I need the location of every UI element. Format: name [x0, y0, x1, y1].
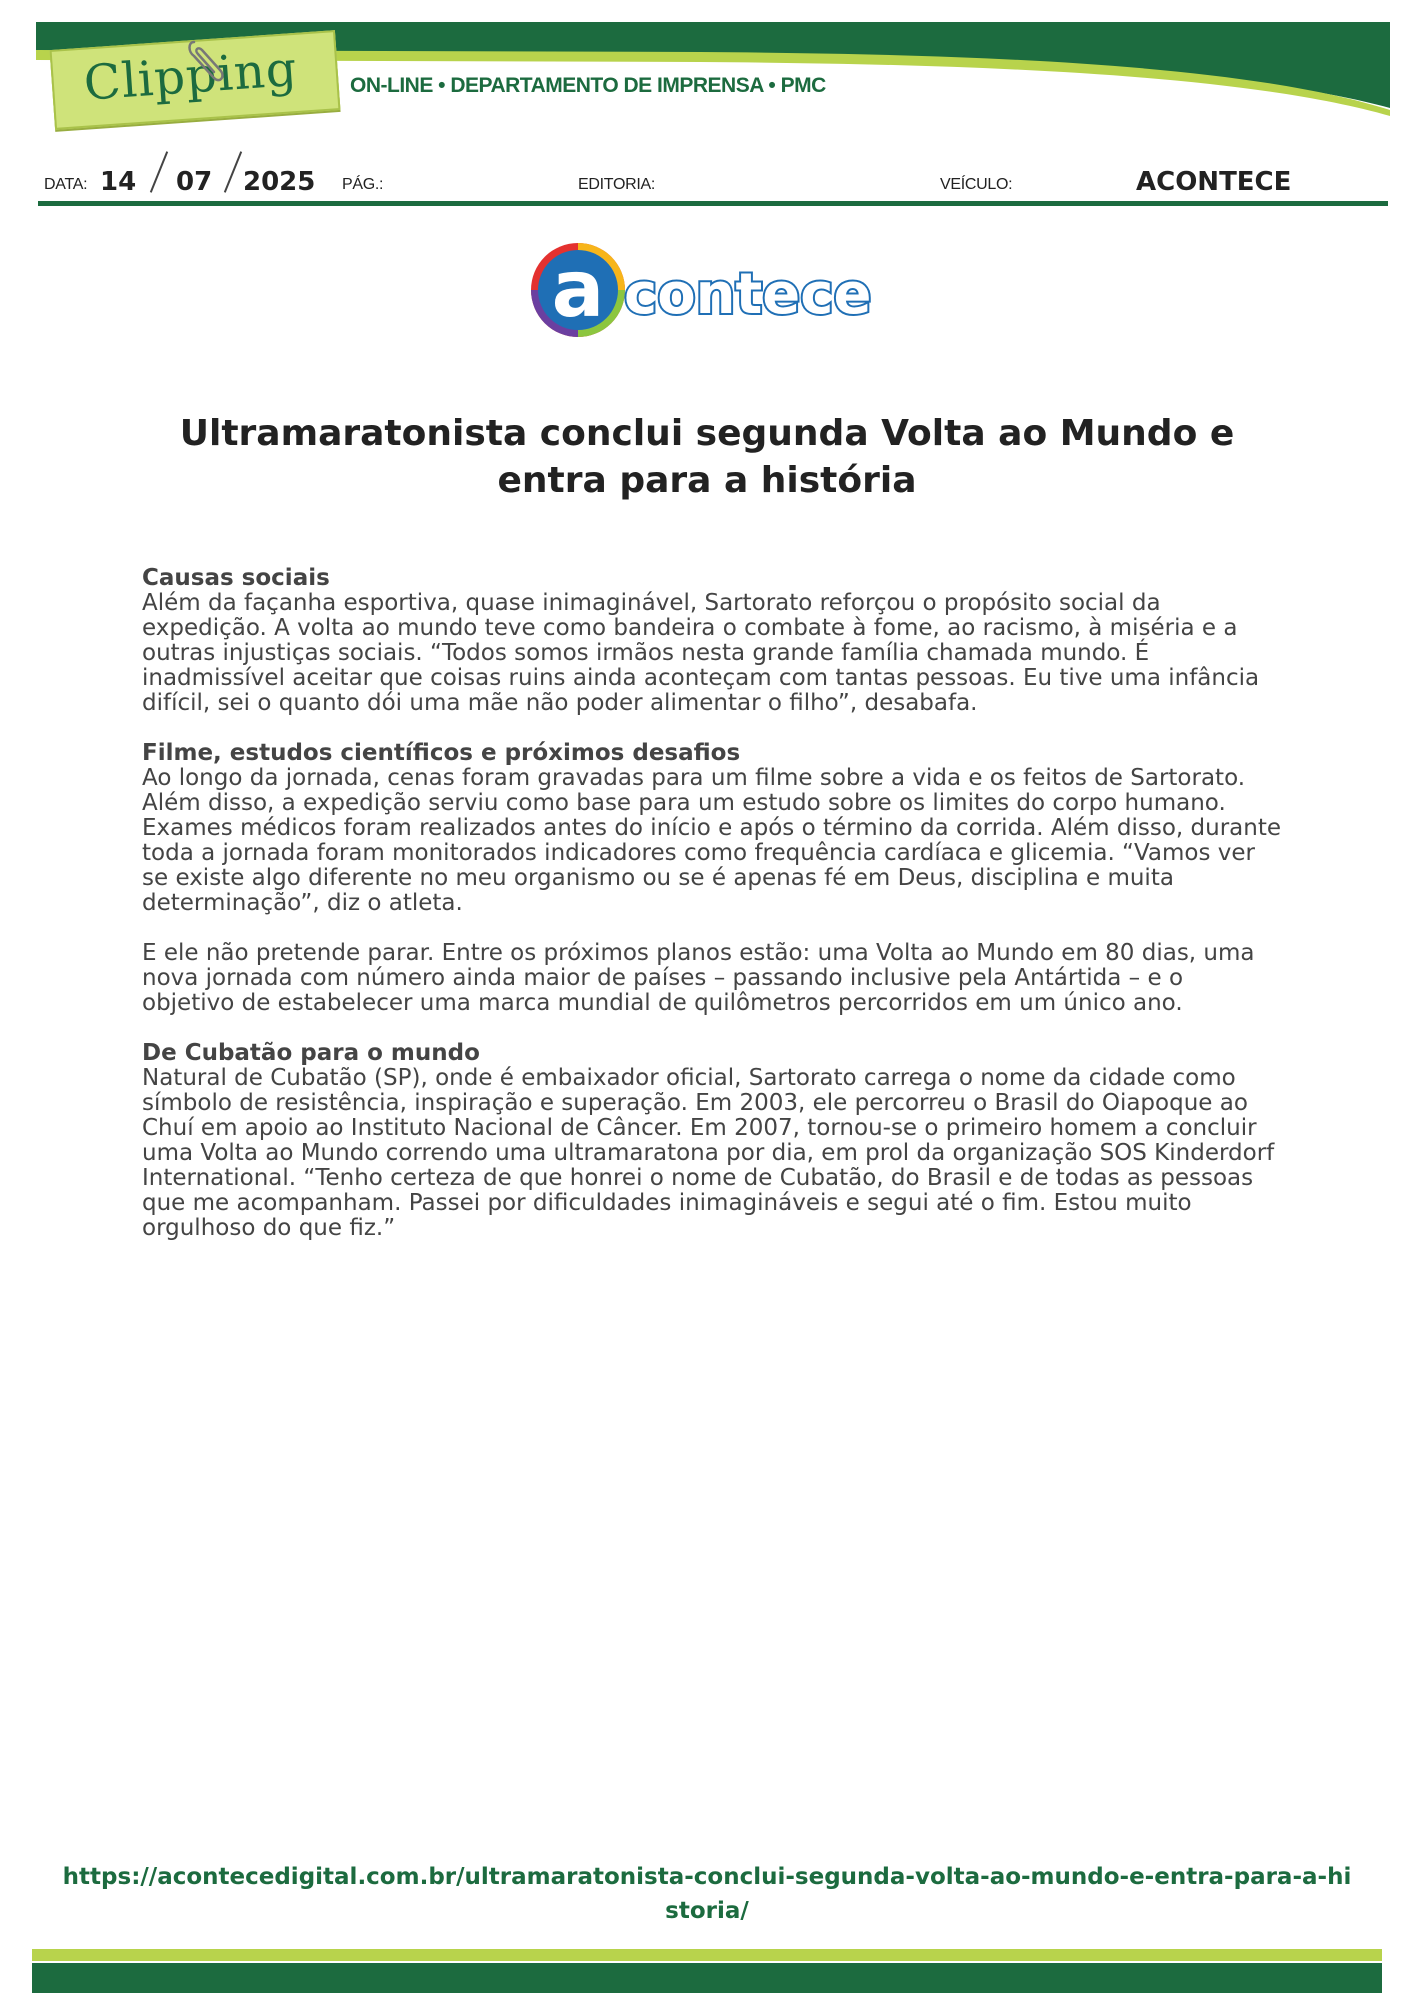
section-film-studies: [142, 741, 1282, 1016]
date-separator: [150, 151, 168, 193]
paragraph: Natural de Cubatão (SP), onde é embaixador oficial, Sartorato carrega o nome da cidade como símbolo de resistência, inspiração e superação. Em 2003, ele percorreu o Brasil do Oiapoque ao Chuí em apoio ao Instituto Nacional de Câncer. Em 2007, tornou-se o primeiro homem a concluir uma Volta ao Mundo correndo uma ultramaratona por dia, em prol da organização SOS Kinderdorf International. “Tenho certeza de que honrei o nome de Cubatão, do Brasil e de todas as pessoas que me acompanham. Passei por dificuldades inimagináveis e segui até o fim. Estou muito orgulhoso do que fiz.”: [142, 1065, 1275, 1241]
footer-stripe-dark: [32, 1963, 1382, 1993]
date-day: 14: [100, 167, 137, 197]
paragraph: Ao longo da jornada, cenas foram gravadas para um filme sobre a vida e os feitos de Sartorato. Além disso, a expedição serviu como base para um estudo sobre os limites do corpo humano. Exames médicos foram realizados antes do início e após o término da corrida. Além disso, durante toda a jornada foram monitorados indicadores como frequência cardíaca e glicemia. “Vamos ver se existe algo diferente no meu organismo ou se é apenas fé em Deus, disciplina e muita determinação”, diz o atleta.: [142, 765, 1282, 916]
paragraph: E ele não pretende parar. Entre os próximos planos estão: uma Volta ao Mundo em 80 dias, uma nova jornada com número ainda maior de países – passando inclusive pela Antártida – e o objetivo de estabelecer uma marca mundial de quilômetros percorridos em um único ano.: [142, 940, 1255, 1016]
page-label: PÁG.:: [342, 176, 384, 193]
section-heading: Causas sociais: [142, 565, 330, 591]
date-separator: [224, 151, 242, 193]
section-cubatao: [142, 1041, 1282, 1241]
date-month: 07: [176, 167, 213, 197]
department-line: ON-LINE • DEPARTAMENTO DE IMPRENSA • PMC: [350, 74, 826, 97]
vehicle-label: VEÍCULO:: [940, 176, 1013, 193]
article-body: [142, 566, 1282, 1266]
section-heading: De Cubatão para o mundo: [142, 1040, 480, 1066]
clipping-badge-text: Clipping: [82, 40, 300, 112]
header-rule: [38, 201, 1388, 206]
source-url: https://acontecedigital.com.br/ultramaratonista-conclui-segunda-volta-ao-mundo-e-entra-para-a-historia/: [62, 1864, 1352, 1924]
logo-letter: a: [551, 245, 605, 335]
article-title: Ultramaratonista conclui segunda Volta ao Mundo e entra para a história: [179, 413, 1235, 501]
logo-wordmark: contece: [624, 262, 872, 327]
vehicle-name: ACONTECE: [1136, 167, 1292, 197]
paperclip-icon: [186, 38, 226, 88]
section-heading: Filme, estudos científicos e próximos desafios: [142, 740, 741, 766]
footer-stripe-light: [32, 1949, 1382, 1961]
date-year: 2025: [243, 167, 316, 197]
date-label: DATA:: [44, 176, 88, 193]
acontece-logo: [530, 240, 890, 340]
section-social-causes: [142, 566, 1282, 716]
paragraph: Além da façanha esportiva, quase inimaginável, Sartorato reforçou o propósito social da expedição. A volta ao mundo teve como bandeira o combate à fome, ao racismo, à miséria e a outras injustiças sociais. “Todos somos irmãos nesta grande família chamada mundo. É inadmissível aceitar que coisas ruins ainda aconteçam com tantas pessoas. Eu tive uma infância difícil, sei o quanto dói uma mãe não poder alimentar o filho”, desabafa.: [142, 590, 1260, 716]
section-label: EDITORIA:: [578, 176, 656, 193]
